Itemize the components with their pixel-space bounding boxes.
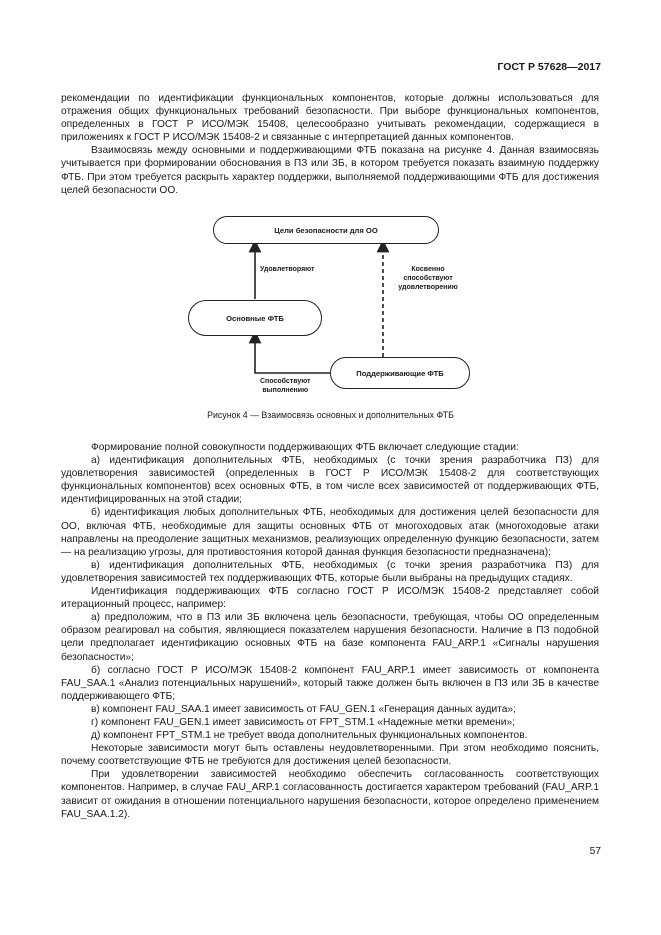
body-paragraph: Некоторые зависимости могут быть оставлены неудовлетворенными. При этом необходимо пояснить, почему соответствующие ФТБ не требуются для достижения целей безопасности. [61,743,599,768]
body-paragraph: а) идентификация дополнительных ФТБ, необходимых (с точки зрения разработчика ПЗ) для удовлетворения зависимостей (определенных в ГОСТ Р ИСО/МЭК 15408-2 для соответствующих функциональных компонентов) всех основных ФТБ, в том числе всех зависимостей от поддерживающих ФТБ, идентифицированных на этой стадии; [61,455,599,506]
body-paragraph: При удовлетворении зависимостей необходимо обеспечить согласованность соответствующих компонентов. Например, в случае FAU_ARP.1 согласованность достигается характером требований (FAU_ARP.1 зависит от ожидания в отношении потенциального нарушения безопасности, которое определено применением FAU_SAA.1.2). [61,769,599,820]
intro-paragraph: рекомендации по идентификации функциональных компонентов, которые должны использоваться для отражения общих функциональных требований безопасности. При выборе функциональных компонентов, определенных в ГОСТ Р ИСО/МЭК 15408, целесообразно учитывать рекомендации, содержащиеся в приложениях к ГОСТ Р ИСО/МЭК 15408-2 и связанные с интерпретацией данных компонентов. [61,93,599,144]
document-number-header: ГОСТ Р 57628—2017 [497,61,601,73]
edge-label-indirect-line-3: удовлетворению [398,284,458,291]
edge-label-contribute-line-1: Способствуют [260,378,311,385]
edge-label-contribute [260,377,310,395]
edge-label-satisfy: Удовлетворяют [260,266,315,273]
figure-caption: Рисунок 4 — Взаимосвязь основных и дополнительных ФТБ [207,410,454,420]
edge-label-contribute-line-2: выполнению [262,387,309,394]
body-paragraph: в) идентификация дополнительных ФТБ, необходимых (с точки зрения разработчика ПЗ) для удовлетворения зависимостей тех поддерживающих ФТБ, которые были выбраны на предыдущих стадиях. [61,559,599,584]
body-paragraph: в) компонент FAU_SAA.1 имеет зависимость от FAU_GEN.1 «Генерация данных аудита»; [91,703,516,715]
node-main-ftb: Основные ФТБ [188,300,322,336]
body-paragraph: Идентификация поддерживающих ФТБ согласно ГОСТ Р ИСО/МЭК 15408-2 представляет собой итерационный процесс, например: [61,586,599,611]
edge-support-to-main [255,337,330,373]
edge-label-indirect-line-2: способствуют [403,275,453,282]
body-paragraph: г) компонент FAU_GEN.1 имеет зависимость от FPT_STM.1 «Надежные метки времени»; [91,716,515,728]
body-paragraph: б) согласно ГОСТ Р ИСО/МЭК 15408-2 компонент FAU_ARP.1 имеет зависимость от компонента FAU_SAA.1 «Анализ потенциальных нарушений», который также должен быть включен в ПЗ или ЗБ в качестве поддерживающего ФТБ; [61,664,599,702]
body-paragraph: Формирование полной совокупности поддерживающих ФТБ включает следующие стадии: [91,442,519,453]
node-support-ftb: Поддерживающие ФТБ [330,357,470,389]
figure-4-diagram [180,213,480,405]
intro-text-block [61,92,599,197]
body-paragraph: б) идентификация любых дополнительных ФТБ, необходимых для достижения целей безопасности для ОО, включая ФТБ, необходимые для защиты основных ФТБ от многоходовых атак (многоходовые атаки направлены на преодоление защитных механизмов, реализующих определенную функцию безопасности, затем — на реализацию угрозы, для противостояния которой данная функция безопасности предназначена); [61,507,599,558]
edge-label-indirect-line-1: Косвенно [411,266,445,273]
edge-label-indirect [388,265,468,292]
main-text-block [61,441,599,821]
intro-paragraph: Взаимосвязь между основными и поддерживающими ФТБ показана на рисунке 4. Данная взаимосвязь учитывается при формировании обоснования в ПЗ или ЗБ, в котором требуется показать взаимную поддержку ФТБ. При этом требуется раскрыть характер поддержки, выполняемой поддерживающими ФТБ для достижения целей безопасности ОО. [61,145,599,196]
node-security-goals: Цели безопасности для ОО [213,216,439,244]
page-number: 57 [589,846,601,857]
body-paragraph: а) предположим, что в ПЗ или ЗБ включена цель безопасности, требующая, чтобы ОО определенным образом реагировал на события, являющиеся показателем нарушения безопасности. Наличие в ПЗ подобной цели предполагает идентификацию основных ФТБ на базе компонента FAU_ARP.1 «Сигналы нарушения безопасности»; [61,612,599,663]
body-paragraph: д) компонент FPT_STM.1 не требует ввода дополнительных функциональных компонентов. [91,730,528,742]
